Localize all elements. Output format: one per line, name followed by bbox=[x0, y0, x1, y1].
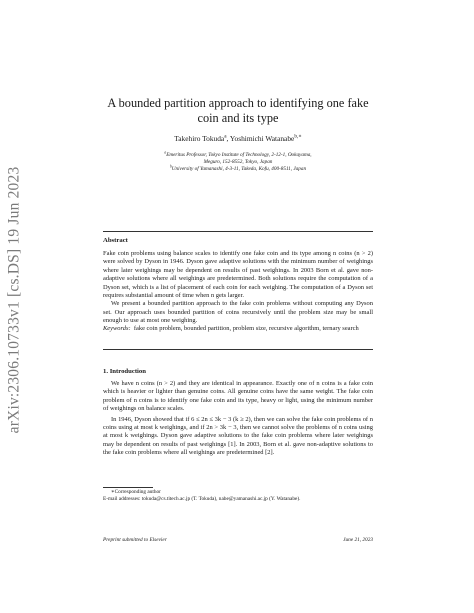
footnotes bbox=[103, 489, 383, 503]
author-2-affil-mark: b,∗ bbox=[294, 133, 302, 140]
abstract-top-rule bbox=[103, 231, 373, 232]
affiliation-a-line2: Meguro, 152-8552, Tokyo, Japan bbox=[203, 159, 273, 166]
affiliation-b bbox=[103, 166, 373, 173]
keywords-label: Keywords: bbox=[103, 325, 131, 332]
intro-paragraph-2: In 1946, Dyson showed that if 6 ≤ 2n ≤ 3k − 3 (k ≥ 2), then we can solve the fake coin problems of n coins using at most k weighings, and if 2n > 3k − 3, then we cannot solve the problems of n coins using at most k weighings. Dyson gave adaptive solutions to the fake coin problems where later weighings may be dependent on results of past weighings [1]. In 2003, Born et al. gave non-adaptive solutions to the fake coin problems where all weighings are predetermined [2]. bbox=[103, 415, 373, 457]
abstract-heading: Abstract bbox=[103, 237, 128, 244]
affiliation-a bbox=[103, 152, 373, 159]
intro-paragraph-1: We have n coins (n > 2) and they are identical in appearance. Exactly one of n coins is a fake coin which is heavier or lighter than genuine coins. All genuine coins have the same weight. The fake coin problem of n coins is to identify one fake coin and its type, heavy or light, using the minimum number of weighings on balance scales. bbox=[103, 380, 373, 413]
affiliation-mark: b bbox=[169, 164, 172, 169]
paper-title: A bounded partition approach to identifying one fake coin and its type bbox=[107, 96, 369, 125]
affiliation-line: Emeritus Professor, Tokyo Institute of Technology, 2-12-1, Ookayama, bbox=[166, 152, 312, 158]
section-heading-introduction: 1. Introduction bbox=[103, 368, 146, 375]
author-line bbox=[103, 134, 373, 143]
preprint-note: Preprint submitted to Elsevier bbox=[103, 537, 167, 543]
abstract-bottom-rule bbox=[103, 349, 373, 350]
affiliation-mark: a bbox=[164, 150, 167, 155]
abstract-paragraph-2: We present a bounded partition approach to the fake coin problems without computing any Dyson set. Our approach uses bounded partition of coins recursively until the problem size may be small enough to use at most one weighing. bbox=[103, 300, 373, 325]
affiliation-line: University of Yamanashi, 4-3-11, Takeda, Kofu, 400-8511, Japan bbox=[171, 166, 307, 173]
author-name-1: Takehiro Tokuda bbox=[174, 134, 225, 143]
arxiv-identifier-stamp bbox=[4, 150, 24, 450]
footnote-rule bbox=[103, 487, 153, 488]
author-separator: , Yoshimichi Watanabe bbox=[226, 134, 295, 143]
keywords-list: fake coin problem, bounded partition, problem size, recursive algorithm, ternary search bbox=[133, 325, 359, 332]
arxiv-identifier-text: arXiv:2306.10733v1 [cs.DS] 19 Jun 2023 bbox=[5, 166, 22, 434]
introduction-body bbox=[103, 380, 373, 458]
abstract-paragraph-1: Fake coin problems using balance scales to identify one fake coin and its type among n coins (n > 2) were solved by Dyson in 1946. Dyson gave adaptive solutions with the minimum number of weighings where later weighings may be dependent on results of past weighings. In 2003 Born et al. gave non-adaptive solutions where all weighings are predetermined. Both solutions require the computation of a Dyson set, which is a list of placement of each coin for each weighing. The computation of a Dyson set requires substantial amount of time when n gets larger. bbox=[103, 250, 373, 300]
footer-date: June 21, 2023 bbox=[343, 537, 373, 543]
email-addresses: E-mail addresses: tokuda@cs.titech.ac.jp (T. Tokuda), nabe@yamanashi.ac.jp (Y. Watanabe). bbox=[103, 496, 301, 502]
author-1-affil-mark: a bbox=[224, 133, 227, 140]
page-footer bbox=[103, 537, 373, 543]
affiliations bbox=[103, 152, 373, 174]
corresponding-author-note: ∗Corresponding author bbox=[111, 489, 161, 495]
keywords bbox=[103, 325, 373, 333]
abstract-body bbox=[103, 250, 373, 326]
